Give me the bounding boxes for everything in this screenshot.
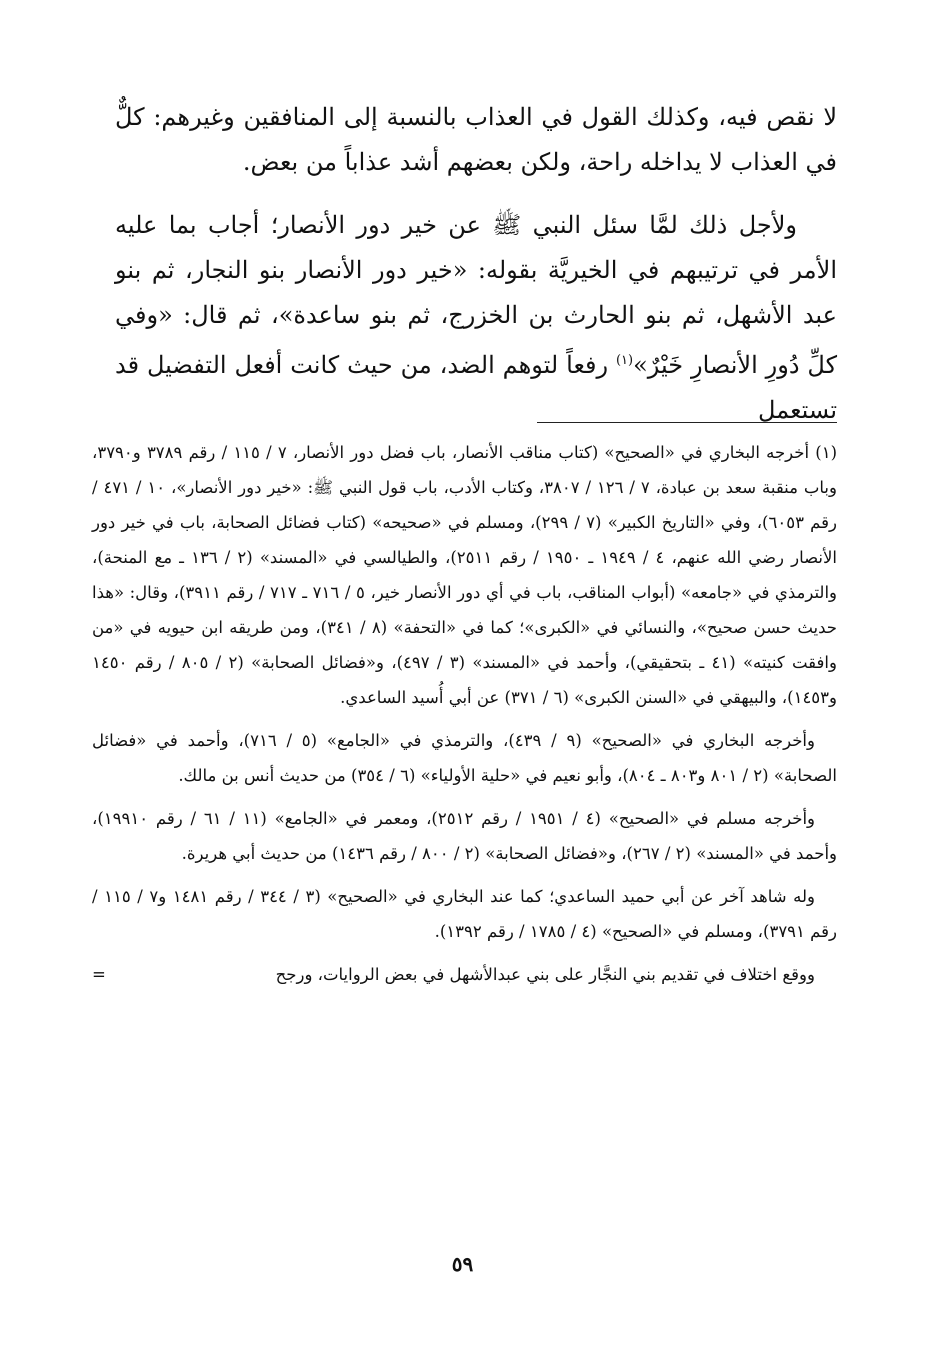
- footnote-1-paragraph-3: وأخرجه مسلم في «الصحيح» (٤ / ١٩٥١ / رقم ٢٥١٢)، ومعمر في «الجامع» (١١ / ٦١ / رقم ١٩٩١٠)، وأحمد في «المسند» (٢ / ٢٦٧)، و«فضائل الصحابة» (٢ / ٨٠٠ / رقم ١٤٣٦) من حديث أبي هريرة.: [92, 809, 837, 863]
- main-paragraph-2-text-b: رفعاً لتوهم الضد، من حيث كانت أفعل التفضيل قد تستعمل: [115, 351, 837, 424]
- footnote-1-paragraph-5: [92, 957, 837, 992]
- footnote-reference[interactable]: (١): [615, 353, 634, 368]
- main-paragraph-2: [115, 203, 837, 433]
- main-paragraph-1: لا نقص فيه، وكذلك القول في العذاب بالنسبة إلى المنافقين وغيرهم: كلٌّ في العذاب لا يداخله راحة، ولكن بعضهم أشد عذاباً من بعض.: [115, 103, 838, 176]
- main-paragraph-2-text-a: ولأجل ذلك لمَّا سئل النبي ﷺ عن خير دور الأنصار؛ أجاب بما عليه الأمر في ترتيبهم في الخيريَّة بقوله: «خير دور الأنصار بنو النجار، ثم بنو عبد الأشهل، ثم بنو الحارث بن الخزرج، ثم بنو ساعدة»، ثم قال: «وفي كلِّ دُورِ الأنصارِ خَيْرٌ»: [115, 211, 837, 379]
- footnote-1-paragraph-1: (١) أخرجه البخاري في «الصحيح» (كتاب مناقب الأنصار، باب فضل دور الأنصار، ٧ / ١١٥ / رقم ٣٧٨٩ و٣٧٩٠، وباب منقبة سعد بن عبادة، ٧ / ١٢٦ / ٣٨٠٧، وكتاب الأدب، باب قول النبي ﷺ: «خير دور الأنصار»، ١٠ / ٤٧١ / رقم ٦٠٥٣)، وفي «التاريخ الكبير» (٧ / ٢٩٩)، ومسلم في «صحيحه» (كتاب فضائل الصحابة، باب في خير دور الأنصار رضي الله عنهم، ٤ / ١٩٤٩ ـ ١٩٥٠ / رقم ٢٥١١)، والطيالسي في «المسند» (٢ / ١٣٦ ـ مع المنحة)، والترمذي في «جامعه» (أبواب المناقب، باب في أي دور الأنصار خير، ٥ / ٧١٦ ـ ٧١٧ / رقم ٣٩١١)، وقال: «هذا حديث حسن صحيح»، والنسائي في «الكبرى»؛ كما في «التحفة» (٨ / ٣٤١)، ومن طريقه ابن حيويه في «من وافقت كنيته» (٤١ ـ بتحقيقي)، وأحمد في «المسند» (٣ / ٤٩٧)، و«فضائل الصحابة» (٢ / ٨٠٥ / رقم ١٤٥٠ و١٤٥٣)، والبيهقي في «السنن الكبرى» (٦ / ٣٧١) عن أبي أُسيد الساعدي.: [92, 443, 837, 707]
- continuation-mark: =: [92, 965, 106, 984]
- footnote-1-paragraph-2: وأخرجه البخاري في «الصحيح» (٩ / ٤٣٩)، والترمذي في «الجامع» (٥ / ٧١٦)، وأحمد في «فضائل الصحابة» (٢ / ٨٠١ و٨٠٣ ـ ٨٠٤)، وأبو نعيم في «حلية الأولياء» (٦ / ٣٥٤) من حديث أنس بن مالك.: [92, 731, 837, 785]
- page-number: ٥٩: [451, 1252, 474, 1276]
- footnote-1-paragraph-5-text: ووقع اختلاف في تقديم بني النجَّار على بني عبدالأشهل في بعض الروايات، ورجح: [275, 965, 815, 984]
- footnotes: [92, 435, 837, 992]
- footnote-separator: [537, 422, 837, 423]
- main-text: [115, 95, 837, 433]
- footnote-1-paragraph-4: وله شاهد آخر عن أبي حميد الساعدي؛ كما عند البخاري في «الصحيح» (٣ / ٣٤٤ / رقم ١٤٨١ و٧ / ١١٥ / رقم ٣٧٩١)، ومسلم في «الصحيح» (٤ / ١٧٨٥ / رقم ١٣٩٢).: [92, 887, 837, 941]
